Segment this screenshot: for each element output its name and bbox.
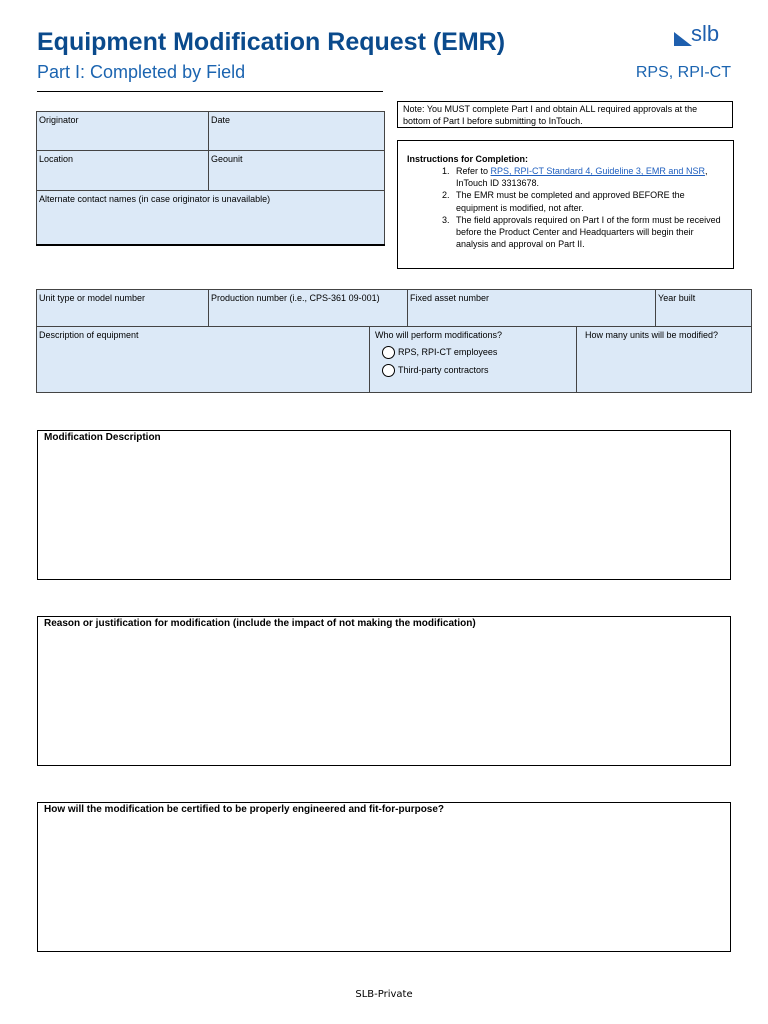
unit-type-field[interactable] — [37, 290, 209, 327]
who-performs-label: Who will perform modifications? — [375, 330, 503, 340]
location-field[interactable] — [37, 151, 209, 191]
originator-field[interactable] — [37, 112, 209, 151]
originator-table — [36, 111, 385, 246]
production-number-label: Production number (i.e., CPS-361 09-001) — [211, 293, 380, 303]
instruction-1-prefix: Refer to — [456, 166, 491, 177]
modification-description-box[interactable] — [37, 430, 731, 580]
geounit-field[interactable] — [209, 151, 385, 191]
contractors-label: Third-party contractors — [398, 365, 489, 376]
reason-box[interactable] — [37, 616, 731, 766]
reason-label: Reason or justification for modification (include the impact of not making the modification) — [44, 618, 476, 629]
instruction-item-1 — [452, 165, 724, 189]
year-built-label: Year built — [658, 293, 696, 303]
guideline-link[interactable]: RPS, RPI-CT Standard 4, Guideline 3, EMR and NSR — [490, 166, 705, 177]
description-field[interactable] — [37, 327, 370, 393]
instructions-list — [407, 165, 724, 250]
page-subtitle: Part I: Completed by Field — [37, 62, 246, 82]
employees-radio[interactable] — [382, 346, 395, 359]
fixed-asset-label: Fixed asset number — [410, 293, 490, 303]
date-label: Date — [211, 115, 231, 125]
option-employees[interactable] — [372, 346, 574, 359]
originator-label: Originator — [39, 115, 79, 125]
note-box — [397, 101, 733, 128]
option-contractors[interactable] — [372, 364, 574, 377]
date-field[interactable] — [209, 112, 385, 151]
who-performs-field — [370, 327, 577, 393]
instruction-1-suffix: , InTouch ID 3313678. — [456, 166, 708, 189]
certification-box[interactable] — [37, 802, 731, 952]
employees-label: RPS, RPI-CT employees — [398, 347, 498, 358]
contractors-radio[interactable] — [382, 364, 395, 377]
unit-type-label: Unit type or model number — [39, 293, 146, 303]
footer-classification: SLB-Private — [355, 989, 413, 1000]
production-number-field[interactable] — [209, 290, 408, 327]
description-label: Description of equipment — [39, 330, 139, 340]
fixed-asset-field[interactable] — [408, 290, 656, 327]
slb-logo — [672, 21, 734, 56]
location-label: Location — [39, 154, 74, 164]
page-title: Equipment Modification Request (EMR) — [37, 28, 506, 56]
logo-text: slb — [691, 21, 720, 46]
instruction-item-3: 3. The field approvals required on Part I of the form must be received before the Product Center and Headquarters will begin their analysis and approval on Part II. — [452, 214, 724, 250]
how-many-label: How many units will be modified? — [585, 330, 719, 340]
alternate-contact-field[interactable] — [37, 191, 385, 245]
instructions-heading: Instructions for Completion: — [407, 154, 528, 164]
year-built-field[interactable] — [656, 290, 752, 327]
instructions-box — [397, 140, 734, 269]
geounit-label: Geounit — [211, 154, 243, 164]
note-text: Note: You MUST complete Part I and obtain ALL required approvals at the bottom of Part I before submitting to InTouch. — [403, 104, 698, 126]
program-label: RPS, RPI-CT — [635, 64, 731, 81]
alternate-contact-label: Alternate contact names (in case originator is unavailable) — [39, 194, 271, 204]
modification-description-label: Modification Description — [44, 432, 161, 443]
equipment-table — [36, 289, 752, 393]
certification-label: How will the modification be certified to be properly engineered and fit-for-purpose? — [44, 804, 445, 815]
title-divider — [37, 91, 383, 92]
how-many-field[interactable] — [577, 327, 752, 393]
instruction-item-2: 2. The EMR must be completed and approved BEFORE the equipment is modified, not after. — [452, 189, 724, 213]
